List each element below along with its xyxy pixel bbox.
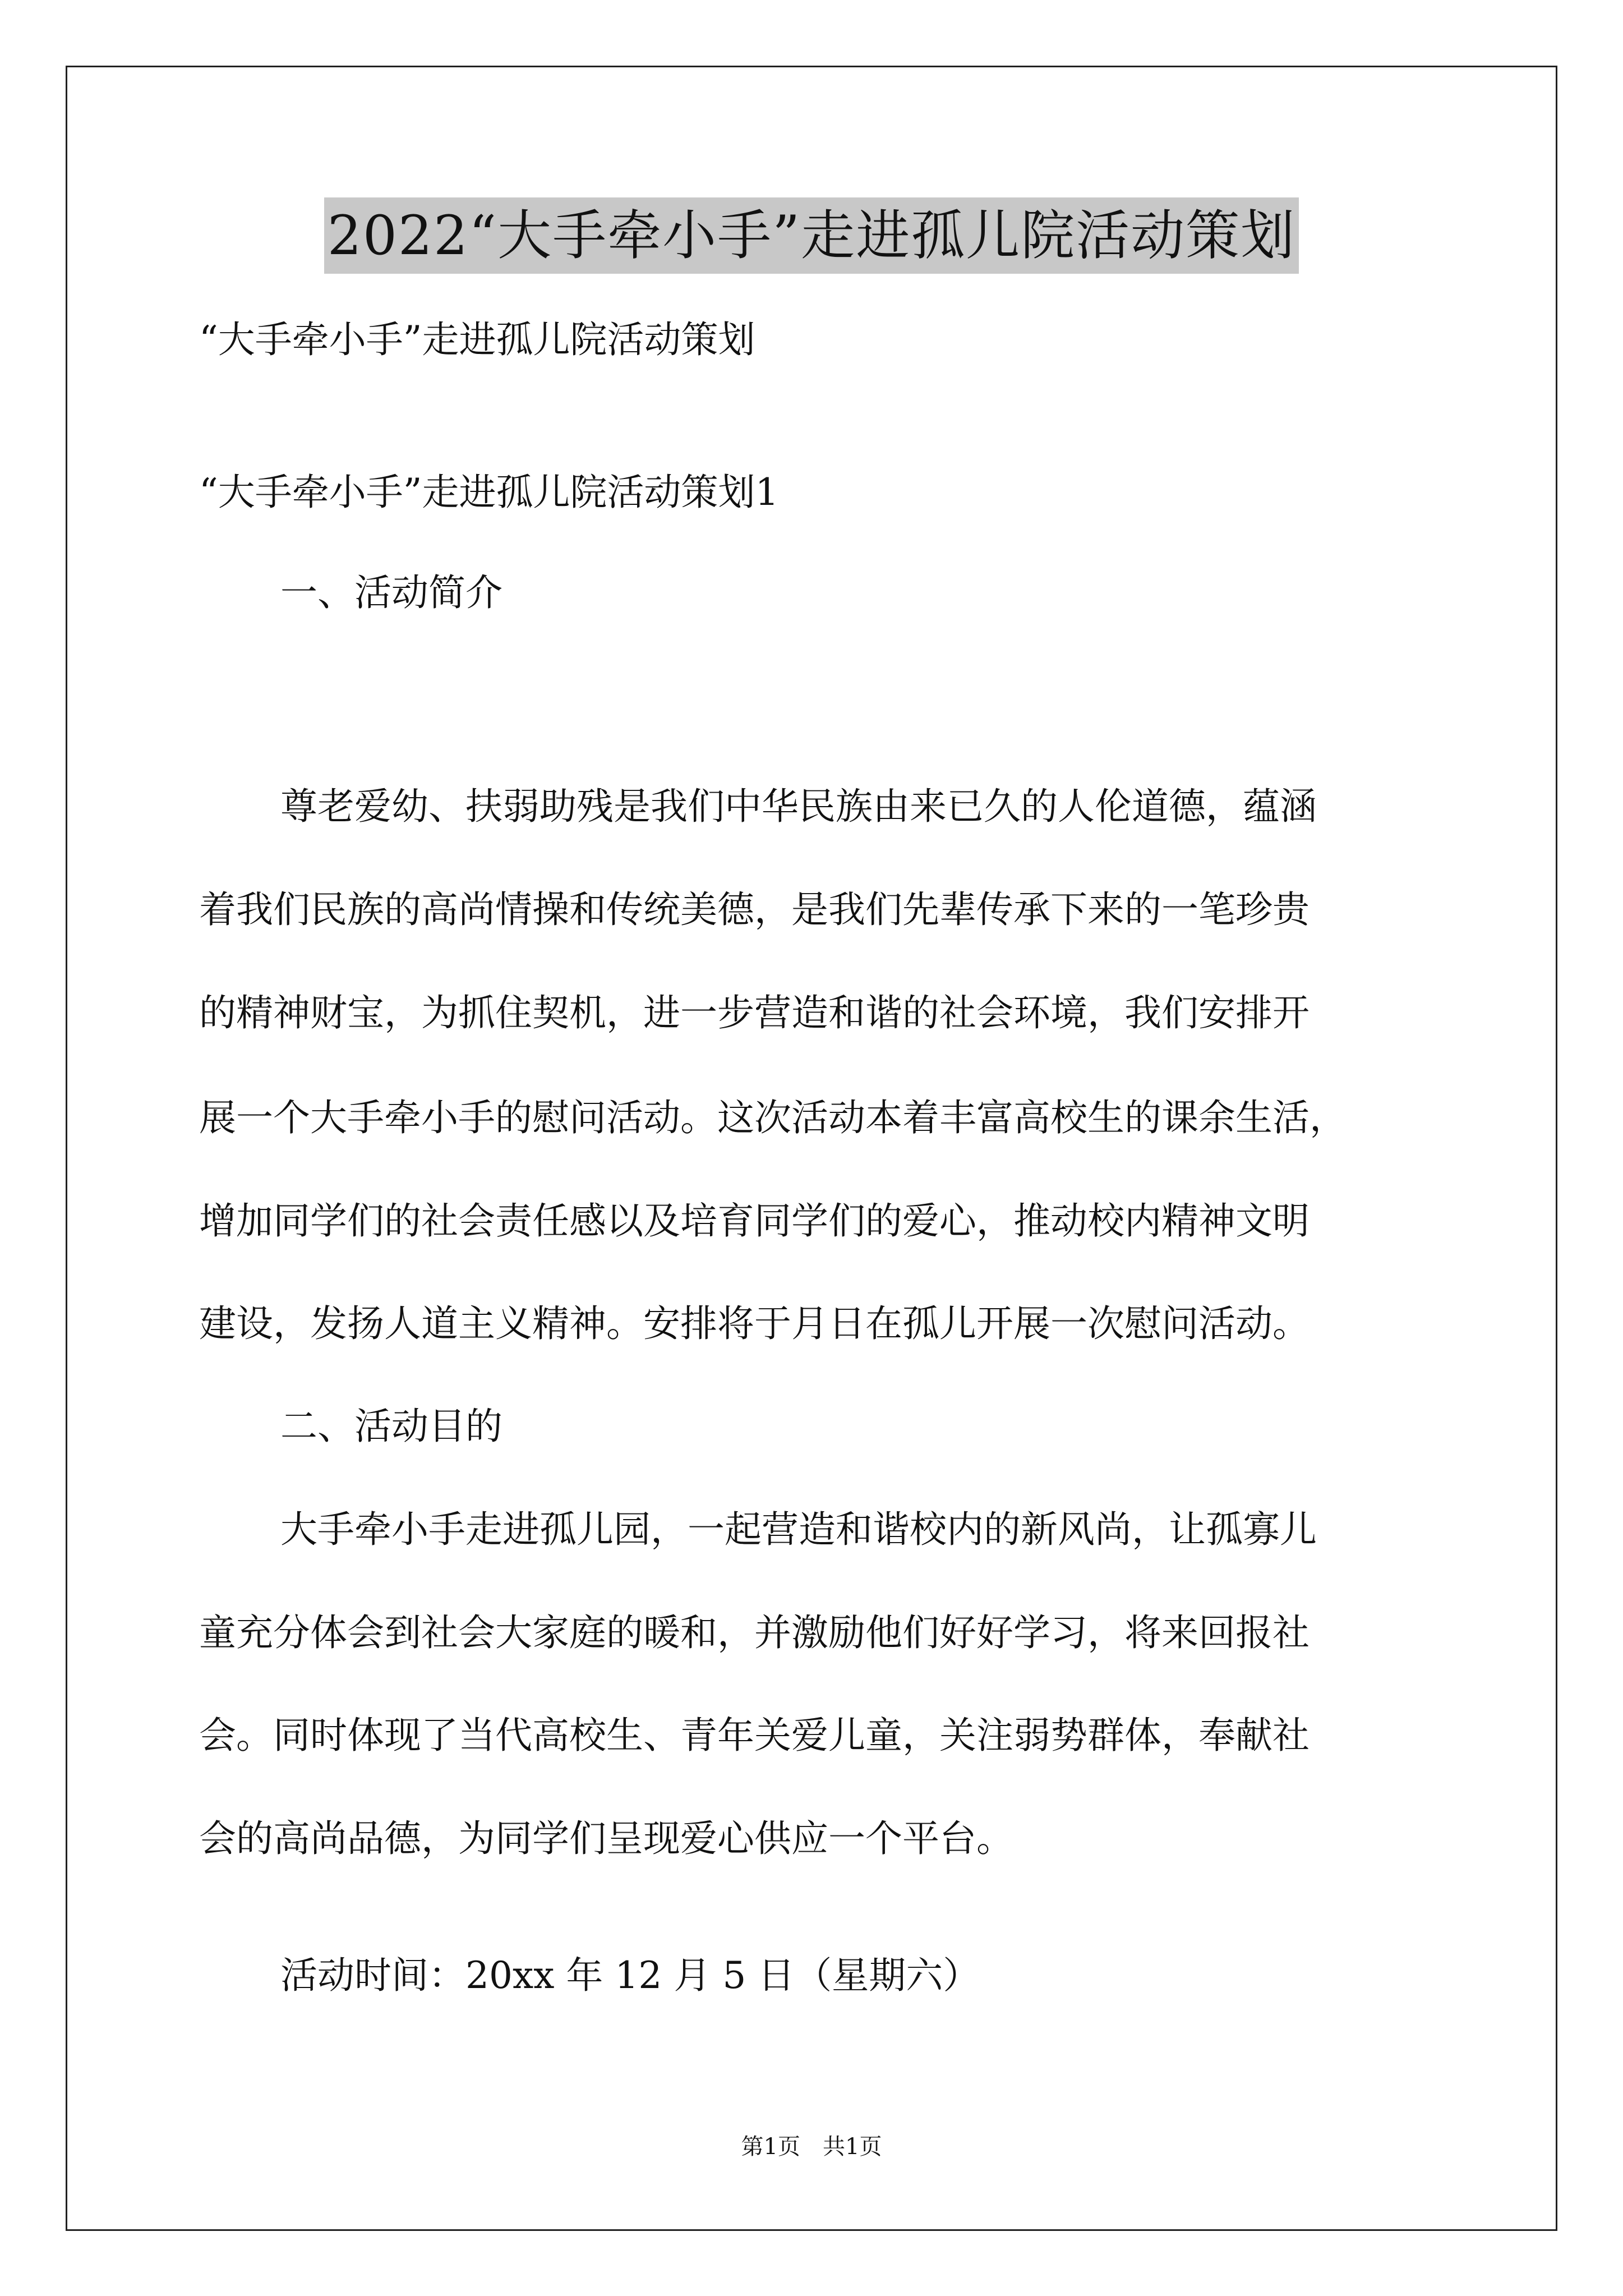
document-title: 2022“大手牵小手”走进孤儿院活动策划	[324, 197, 1299, 274]
paragraph-line: 的精神财宝，为抓住契机，进一步营造和谐的社会环境，我们安排开	[199, 991, 1310, 1034]
paragraph-line: 会的高尚品德，为同学们呈现爱心供应一个平台。	[199, 1817, 1013, 1860]
paragraph-line: 大手牵小手走进孤儿园，一起营造和谐校内的新风尚，让孤寡儿	[280, 1508, 1317, 1551]
part2-heading: 二、活动目的	[280, 1405, 502, 1448]
paragraph-line: 展一个大手牵小手的慰问活动。这次活动本着丰富高校生的课余生活，	[199, 1096, 1347, 1139]
document-subtitle: “大手牵小手”走进孤儿院活动策划	[199, 318, 755, 361]
paragraph-line: 建设，发扬人道主义精神。安排将于月日在孤儿开展一次慰问活动。	[199, 1302, 1310, 1345]
page-border	[66, 66, 1557, 2231]
section-heading: “大手牵小手”走进孤儿院活动策划1	[199, 471, 779, 514]
paragraph-line: 增加同学们的社会责任感以及培育同学们的爱心，推动校内精神文明	[199, 1199, 1310, 1243]
paragraph-line: 着我们民族的高尚情操和传统美德，是我们先辈传承下来的一笔珍贵	[199, 888, 1310, 931]
paragraph-line: 童充分体会到社会大家庭的暖和，并激励他们好好学习，将来回报社	[199, 1611, 1310, 1654]
paragraph-line: 尊老爱幼、扶弱助残是我们中华民族由来已久的人伦道德，蕴涵	[280, 785, 1317, 828]
activity-time: 活动时间：20xx 年 12 月 5 日（星期六）	[280, 1954, 980, 1997]
paragraph-line: 会。同时体现了当代高校生、青年关爱儿童，关注弱势群体，奉献社	[199, 1714, 1310, 1757]
page-footer: 第1页 共1页	[741, 2134, 882, 2160]
title-block	[0, 197, 1623, 274]
part1-heading: 一、活动简介	[280, 571, 502, 614]
